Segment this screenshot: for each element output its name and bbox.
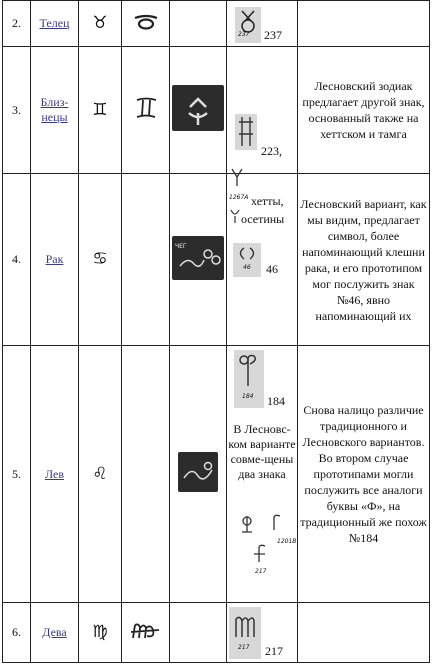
traditional-glyph-cell — [122, 1, 170, 47]
sign-name-link[interactable]: Близ- нецы — [40, 95, 69, 124]
traditional-glyph-cell — [122, 47, 170, 174]
sign-number: 223, — [261, 144, 282, 158]
zodiac-comparison-table — [2, 0, 430, 663]
sign-name-link[interactable]: Дева — [42, 625, 67, 639]
row-number: 4. — [3, 174, 31, 346]
sign-217-image — [229, 607, 261, 659]
fresco-sign-variant-icon — [239, 514, 255, 534]
people-label: осетины — [241, 212, 285, 226]
sign-217-variant-glyph-icon — [251, 542, 271, 564]
row-number: 2. — [3, 1, 31, 47]
zodiac-symbol: ♍ — [79, 603, 122, 663]
tamga-sign-icon — [229, 208, 241, 224]
sign-number: 237 — [264, 28, 282, 42]
hittite-sign-icon — [229, 167, 245, 187]
sign-223-image — [235, 114, 257, 150]
sign-223-glyph-icon — [235, 114, 257, 150]
sign-name-link[interactable]: Лев — [44, 466, 65, 481]
sign-caption: 184 — [242, 393, 254, 400]
sign-184-glyph-icon — [234, 350, 264, 394]
fresco-leo-image — [178, 452, 218, 492]
sign-number: 184 — [267, 394, 285, 408]
sign-number: 217 — [265, 643, 283, 658]
virgo-glyph-icon — [129, 620, 163, 642]
taurus-glyph-icon — [131, 12, 161, 32]
zodiac-symbol: ♌ — [79, 346, 122, 603]
table-row — [3, 174, 430, 346]
sign-caption: 237 — [238, 31, 250, 38]
fresco-label: ЧЕГ — [175, 242, 187, 250]
people-label: хетты, — [251, 194, 284, 208]
table-row — [3, 1, 430, 47]
sign-1201b-glyph-icon — [271, 512, 283, 532]
note-cell — [298, 603, 430, 663]
row-number: 3. — [3, 47, 31, 174]
gemini-glyph-icon — [132, 96, 160, 120]
table-row — [3, 603, 430, 663]
traditional-glyph-cell — [122, 603, 170, 663]
table-row — [3, 346, 430, 603]
sign-caption: 217 — [238, 643, 250, 651]
sign-46-image — [233, 243, 261, 277]
zodiac-symbol: ♊ — [79, 47, 122, 174]
sign-number: 46 — [266, 261, 278, 276]
note-cell — [298, 1, 430, 47]
sign-name-link[interactable]: Телец — [39, 16, 70, 30]
sign-237-image — [235, 7, 261, 43]
row-number: 5. — [3, 346, 31, 603]
table-row — [3, 47, 430, 174]
fresco-gemini-image — [172, 85, 224, 131]
sign-description: В Лесновс-ком варианте совме-щены два знака — [228, 422, 296, 481]
sign-caption: 46 — [243, 263, 251, 271]
zodiac-symbol: ♉ — [79, 1, 122, 47]
row-number: 6. — [3, 603, 31, 663]
zodiac-symbol: ♋ — [79, 174, 122, 346]
sign-label-1267a: 1267A — [229, 194, 249, 201]
sign-name-link[interactable]: Рак — [45, 252, 64, 266]
note-cell: Снова налицо различие традиционного и Лесновского вариантов. Во втором случае прототипами могли послужить все аналоги буквы «Ф», на традиционный же похож №184 — [298, 346, 430, 603]
note-cell: Лесновский зодиак предлагает другой знак, основанный также на хеттском и тамга — [298, 47, 430, 174]
fresco-cancer-image — [172, 236, 224, 280]
leo-fresco-glyph-icon — [178, 452, 218, 492]
sign-label-217: 217 — [255, 568, 267, 575]
gemini-fresco-glyph-icon — [172, 85, 224, 131]
sign-label-1201b: 1201B — [277, 538, 297, 545]
note-cell: Лесновский вариант, как мы видим, предлагает символ, более напоминающий клешни рака, и его прототипом мог послужить знак №46, явно напоминающий их — [298, 174, 430, 346]
sign-184-image — [234, 350, 264, 408]
